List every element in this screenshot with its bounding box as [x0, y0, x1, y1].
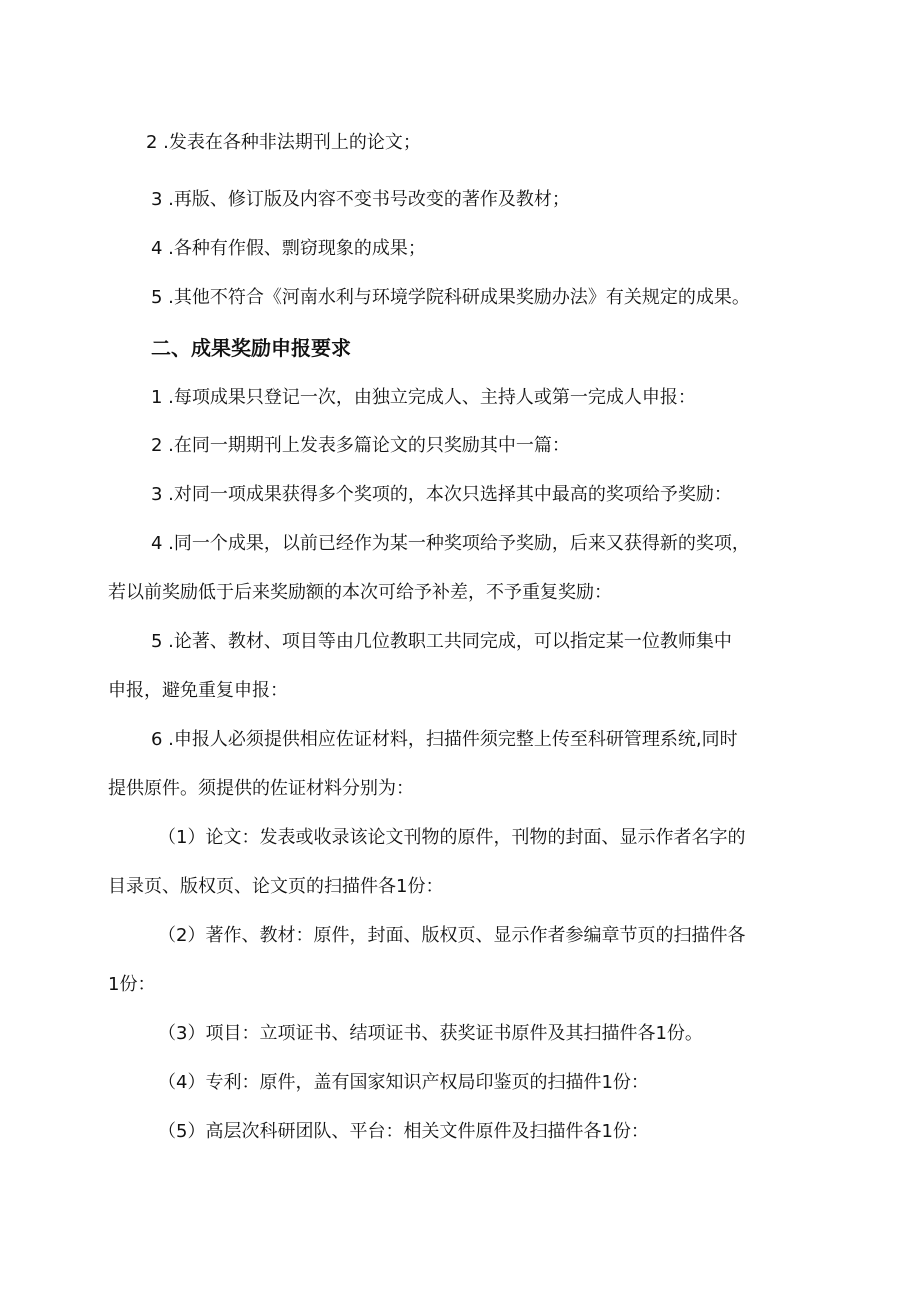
sub-item-1-line1: （1）论文：发表或收录该论文刊物的原件，刊物的封面、显示作者名字的 [158, 827, 746, 848]
sub-item-2-line1: （2）著作、教材：原件，封面、版权页、显示作者参编章节页的扫描件各 [158, 925, 746, 946]
section-heading: 二、成果奖励申报要求 [151, 336, 351, 360]
req-item-5-line1: 5 .论著、教材、项目等由几位教职工共同完成，可以指定某一位教师集中 [151, 631, 732, 652]
req-item-5-line2: 申报，避免重复申报： [108, 680, 288, 701]
sub-item-4: （4）专利：原件，盖有国家知识产权局印鉴页的扫描件1份： [158, 1072, 649, 1093]
part1-item-5: 5 .其他不符合《河南水利与环境学院科研成果奖励办法》有关规定的成果。 [151, 287, 750, 308]
req-item-1: 1 .每项成果只登记一次，由独立完成人、主持人或第一完成人申报： [151, 387, 696, 408]
sub-item-5: （5）高层次科研团队、平台：相关文件原件及扫描件各1份： [158, 1121, 649, 1142]
req-item-2: 2 .在同一期期刊上发表多篇论文的只奖励其中一篇： [151, 435, 570, 456]
part1-item-4: 4 .各种有作假、剽窃现象的成果； [151, 238, 426, 259]
req-item-3: 3 .对同一项成果获得多个奖项的，本次只选择其中最高的奖项给予奖励： [151, 484, 732, 505]
req-item-4-line1: 4 .同一个成果，以前已经作为某一种奖项给予奖励，后来又获得新的奖项， [151, 533, 750, 554]
sub-item-3: （3）项目：立项证书、结项证书、获奖证书原件及其扫描件各1份。 [158, 1023, 703, 1044]
part1-item-3: 3 .再版、修订版及内容不变书号改变的著作及教材； [151, 189, 570, 210]
req-item-4-line2: 若以前奖励低于后来奖励额的本次可给予补差，不予重复奖励： [108, 582, 612, 603]
req-item-6-line1: 6 .申报人必须提供相应佐证材料，扫描件须完整上传至科研管理系统,同时 [151, 729, 738, 750]
sub-item-2-line2: 1份： [108, 974, 156, 995]
part1-item-2: 2 .发表在各种非法期刊上的论文； [146, 132, 421, 153]
req-item-6-line2: 提供原件。须提供的佐证材料分别为： [108, 778, 414, 799]
sub-item-1-line2: 目录页、版权页、论文页的扫描件各1份： [108, 876, 444, 897]
